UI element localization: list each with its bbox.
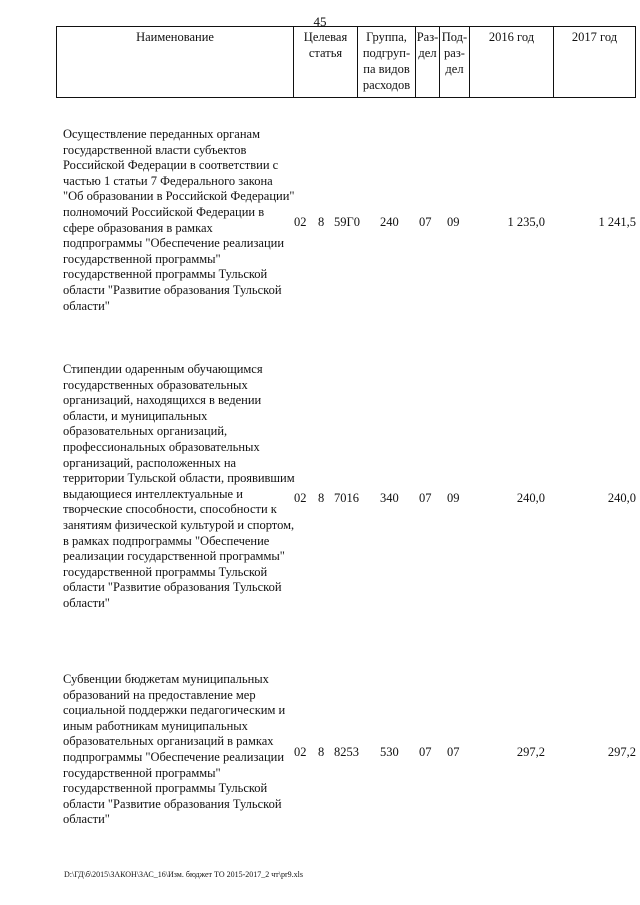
header-section-line1: Раз- — [416, 30, 439, 44]
row-2-section: 07 — [419, 491, 432, 505]
row-1-amount-2016: 1 235,0 — [507, 215, 545, 229]
row-2-subprogram: 8 — [318, 491, 325, 505]
header-target-article: Целевая статья — [293, 27, 357, 97]
row-3-direction: 8253 — [334, 745, 359, 759]
row-2-group: 340 — [380, 491, 399, 505]
row-3-program: 02 — [294, 745, 307, 759]
row-2-direction: 7016 — [334, 491, 359, 505]
header-section-line2: дел — [418, 46, 437, 60]
row-3-subprogram: 8 — [318, 745, 325, 759]
row-1-section: 07 — [419, 215, 432, 229]
row-1-name: Осуществление переданных органам государственной власти субъектов Российской Федерации в соответствии с частью 1 статьи 7 Федерального закона "Об образовании в Российской Федерации" полномочий Российской Федерации в сфере образования в рамках подпрограммы "Обеспечение реализации государственной программы" государственной программы Тульской области "Развитие образования Тульской области" — [63, 127, 295, 313]
row-1-direction: 59Г0 — [334, 215, 360, 229]
row-3-subsection: 07 — [447, 745, 460, 759]
header-group-line2: подгруп- — [362, 46, 411, 60]
header-subsection-line3: дел — [445, 62, 464, 76]
row-2-amount-2016: 240,0 — [516, 491, 545, 505]
row-1-subprogram: 8 — [318, 215, 325, 229]
row-1-subsection: 09 — [447, 215, 460, 229]
header-year-2016: 2016 год — [469, 27, 553, 97]
row-3-section: 07 — [419, 745, 432, 759]
row-3-name: Субвенции бюджетам муниципальных образований на предоставление мер социальной поддержки педагогическим и иным работникам муниципальных образовательных организаций в рамках подпрограммы "Обеспечение реализации государственной программы" государственной программы Тульской области "Развитие образования Тульской области" — [63, 672, 286, 827]
row-3-amount-2017: 297,2 — [607, 745, 636, 759]
row-2-amount-2017: 240,0 — [607, 491, 636, 505]
table-header — [56, 26, 636, 98]
header-group — [357, 27, 415, 97]
header-section — [415, 27, 439, 97]
row-2-program: 02 — [294, 491, 307, 505]
header-subsection-line1: Под- — [441, 30, 468, 44]
header-subsection-line2: раз- — [444, 46, 465, 60]
header-year-2017: 2017 год — [553, 27, 635, 97]
row-1-program: 02 — [294, 215, 307, 229]
row-3-group: 530 — [380, 745, 399, 759]
row-1-amount-2017: 1 241,5 — [598, 215, 636, 229]
row-2-name: Стипендии одаренным обучающимся государственных образовательных организаций, находящихся в ведении области, и муниципальных образовательных организаций, профессиональных образовательных организаций, расположенных на территории Тульской области, проявившим выдающиеся интеллектуальные и творческие способности, способности к занятиям физической культурой и спортом, в рамках подпрограммы "Обеспечение реализации государственной программы" государственной программы Тульской области "Развитие образования Тульской области" — [63, 362, 295, 610]
header-group-line3: па видов — [363, 62, 410, 76]
file-path-footer: D:\ГД\б\2015\ЗАКОН\ЗАС_16\Изм. бюджет ТО 2015-2017_2 чт\pr9.xls — [64, 870, 304, 879]
row-1-group: 240 — [380, 215, 399, 229]
page-number: 45 — [313, 14, 327, 29]
header-group-line1: Группа, — [366, 30, 407, 44]
header-subsection — [439, 27, 469, 97]
row-2-subsection: 09 — [447, 491, 460, 505]
header-group-line4: расходов — [362, 78, 411, 92]
row-3-amount-2016: 297,2 — [516, 745, 545, 759]
header-name: Наименование — [136, 30, 214, 44]
